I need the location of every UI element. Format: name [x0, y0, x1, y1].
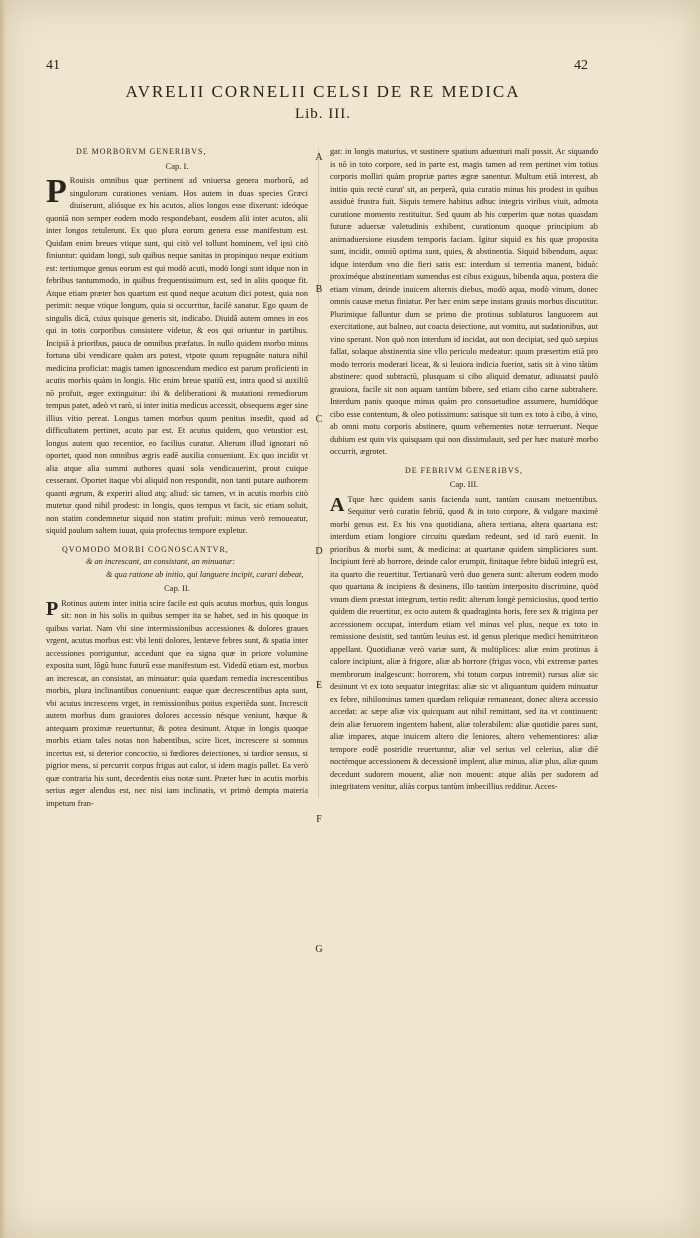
drop-cap-p: P [46, 173, 67, 210]
running-head: AVRELII CORNELII CELSI DE RE MEDICA [125, 82, 521, 101]
chapter-3-text [330, 494, 598, 794]
margin-marker-a: A [315, 152, 323, 163]
chapter-label-3: Cap. III. [449, 479, 479, 489]
folio-number-left: 41 [46, 58, 60, 73]
chapter-label-1: Cap. I. [165, 160, 189, 171]
chapter-2-continuation: gat: in longis maturius, vt sustinere spatium aduenturi mali possit. Ac siquando is nõ in toto corpore, sed in parte est, magis tamen ad rem pertinet vim totius corporis molliri quàm propriæ partes ægræ sanentur. Multum etiã interest, ab initio quis rectè curat' sit, an perperã, quia curatio minus his prodest in quibus assiduè frustra fuit. Siquis temere habitus adhuc integris viribus viuit, admota curatione momento restituitur. Sed quum ab his cœperim quæ notas quasdam futuræ aduersæ valetudinis exhibent, curationum quoque principium ab animaduersione eiusdem temporis faciam. Igitur siquid ex his quæ proposita sunt, incidit, omniũ optima sunt, quies, & abstinentia. Siquid bibendum, aqua: idque interdum vno die fieri satis est: interdum si terrentia manent, biduò: proximéque abstinentiam sumendus est cibus exiguus, bibenda aqua, postera die etiam vinum, deinde inuicem alternis diebus, modò aqua, modò vinum, donec omnis causæ metus finiatur. Per hæc enim sæpe instans grauis morbus discutitur. Plurimique falluntur dum se primo die protinus sublaturos languorem aut exercitatione, aut balneo, aut coacta deiectione, aut vomitu, aut sudationibus, aut vino sperant. Non quò non interdum id incidat, aut non decipiat, sed quò sæpius fallat, solaque abstinentia sine vllo periculo medeatur: quum præsertim etiã pro modo terroris moderari liceat, & si leuiora indicia fuerint, satis sit à vino tãtùm abstinere: quod subtractũ, plusquam si cibo aliquid dematur, adiuuatsi paulò grauiora, facile sit non aquam tantùm bibere, sed etiam cibo carne subtrahere. Interdum panis quoque minus quàm pro consuetudine assumere, humidóque cibo esse contentum, & oleo potissimum: satisque sit tum ex toto à cibo, à vino, ab omni motu corporis abstinere, quum vehementes notæ terruerunt. Neque dubium est quin vix quisquam qui non dissimulauit, sed per hæc maturè morbo occurrit, ægrotet. [330, 147, 599, 456]
chapter-1-body: Rouisis omnibus quæ pertinent ad vniuersa genera morborũ, ad singulorum curationes veniam. Hos autem in duas species Græci diuiserunt, aliósque ex his acutos, alios longos esse dixerunt: ideóque quoniã non semper eodem modo respondebant, eosdem alii inter acutos, alii inter longos retulerunt. Ex quo plura eorum genera esse manifestum est. Quidam enim breues vtique sunt, qui citò vel tollunt hominem, vel ipsi citò finiuntur: quidam longi, sub quibus neque sanitas in propinquo neque exitium est: tertiumque genus eorum est qui modò acuti, modò longi sunt idque non in febribus tantummodo, in quibus frequentissimum est, sed in aliis quoque fit. Atque etiam præter hos quartum est quod neque acutum dici potest, quia non perimit: neque vtique longum, quia si occurritur, facilè sanatur. Ego quum de singulis dicã, cuius quisque generis sit, indicabo. Diuidã autem omnes in eos qui in totis corporibus consistere videtur, & eos qui oriuntur in partibus. Incipiã à prioribus, pauca de omnibus præfatus. In nullo quidem morbo minus fortuna sibi vendicare quàm ars potest, vtpote quum repugnãte natura nihil medicina proficiat: magis tamen ignoscendum medico est parum proficienti in acutis morbis quàm in longis. Hic enim breue spatiũ est, intra quod si auxiliũ nõ profuit, æger extinguitur: ibi & deliberationi & mutationi remediorum tempus patet, adeò vt rarò, si inter initia medicus accessit, obsequens æger sine illius vitio pereat. Longus tamen morbus quum penitus insedit, quod ad difficultatem pertinet, acuto par est. Et acutus quidem, quo vetustior est, longus autem quo recentior, eo facilius curatur. Alterum illud ignorari nõ oportet, quod non omnibus ægris eadẽ auxilia conueniunt. Ex quo incidit vt alia atque alia summi authores quasi sola vendicauerint, prout cuique cesserant. Oportet itaque vbi aliquid non respondit, non tanti putare authorem quanti ægrum, & experiri aliud atq; aliud: sic tamen, vt in acutis morbis citò mutetur quod nihil prodest: in longis, quos tempus vt facit, sic etiam soluit, non statim condemnetur siquid non statim profuit: minus verò remoueatur, siquid paulum saltem iuuat, quia profectus tempore expletur. [46, 176, 308, 535]
chapter-2-body: Rotinus autem inter initia scire facile est quis acutus morbus, quis longus sit: non in his solis in quibus semper ita se habet, sed in his quoque in quibus variat. Nam vbi sine intermissionibus accessiones & dolores graues vrgent, acutus morbus est: vbi lenti dolores, lentæve febres sunt, & spatia inter accessiones porriguntur, accedunt que ea signa quæ in priore volumine exposita sunt, lõgũ hunc futurũ esse manifestum est. Videdũ etiam est, morbus an increscat, an consistat, an minuatur: quia quædam remedia increscentibus morbis, plura inclinantibus conueniunt: eaque quæ decrescentibus apta sunt, vbi acutus increscens vrget, in remissionibus potius experiẽda sunt. Increscit autem morbus dum grauiores dolores accessio nésque veniunt, hæque & antequam proximæ reuertuntur, & potea desinunt. Atque in longis quoque morbis etiam tales notas non habentibus, scire licet, increscere si somnus incertus est, si deterior concoctio, si fœdiores deiectiones, si tardior sensus, si pigrior mens, si percurrit corpus frigus aut calor, si idem magis pallet. Ea verò quæ contraria his sunt, decedentis eius notæ sunt. Præter hæc in acutis morbis serius æger alendus est, nec nisi iam inclinatis, vt primò dempta materia impetum fran- [46, 598, 308, 808]
page-edge-shadow [0, 0, 6, 1238]
chapter-3-body: Tque hæc quidem sanis facienda sunt, tantùm causam metuentibus. Sequitur verò curatio febriũ, quod & in toto corpore, & vulgare maximè morbi genus est. Ex his vna quotidiana, altera tertiana, altera quartana est: interdum etiam longiore circuitu quædam redeunt, sed id rarò euenit. In prioribus & morbi sunt, & medicina: at quartanæ quidem simpliciores sunt. Incipiunt ferè ab horrore, deinde calor erumpit, finitaque febre biduũ integrũ est, ita quarto die reuertitur. Tertianarũ verò duo genera sunt: alterum eodem modo quo quartana & incipiens & desinens, illo tantùm interposito discrimine, quòd vnum diem præstat integrum, tertio redit: alterum longè perniciosius, quod tertio quidem die reuertitur, ex octo autem & quadraginta horis, fere sex & triginta per accessionem occupat, interdum etiam vel minus vel plus, neque ex toto in remissione desistit, sed tantùm leuius est. id genus plerique medici hemitritæon appellant. Quotidianæ verò variæ sunt, & multiplices: aliæ enim protinus à calore incipiunt, aliæ à frigore, aliæ ab horrore (frigus voco, vbi extremæ partes membrorum inalgescunt: horrorem, vbi totum corpus intremit) rursus aliæ sic desinunt vt ex toto sequatur integritas: aliæ sic vt aliquantum quidem minuatur ex febre, nihilominus tamen quædam reliquiæ remaneant, donec altera accessio accedat: ac sæpe aliæ vix quicquam aut nihil remittant, sed ita vt continuent: dein aliæ feruorem ingentem habent, aliæ tolerabilem: aliæ quotidie pares sunt, aliæ impares, atque inuicem altero die leniores, altero vehementiores: aliæ tempore eodẽ postridie reuertuntur, aliæ vel serius vel celerius, aliæ diẽ noctémque accessionem & decessionẽ implent, aliæ minus, aliæ plus, aliæ quum decedunt sudorem mouent, aliæ non mouent: atque aliàs per sudorem ad integritatem venitur, aliàs corpus tantùm imbecillius redditur. Acces- [330, 494, 598, 791]
left-column [46, 146, 308, 810]
margin-marker-b: B [315, 284, 323, 295]
column-divider [318, 148, 319, 798]
book-label: Lib. III. [294, 106, 352, 122]
margin-marker-g: G [315, 944, 323, 955]
section-heading-morborum: DE MORBORVM GENERIBVS, [76, 147, 207, 156]
chapter-2-text [46, 598, 308, 811]
folio-number-right: 42 [574, 58, 588, 73]
section-subheading-2: & qua ratione ab initio, qui languere incipit, curari debeat, [106, 569, 304, 579]
drop-cap-a: A [330, 493, 345, 516]
right-column [330, 146, 598, 794]
margin-marker-f: F [316, 814, 322, 825]
drop-cap-p2: P [46, 597, 59, 620]
chapter-label-2: Cap. II. [164, 583, 190, 593]
margin-marker-e: E [315, 680, 323, 691]
section-heading-cognoscantur: QVOMODO MORBI COGNOSCANTVR, [62, 544, 229, 554]
margin-marker-c: C [315, 414, 323, 425]
section-subheading-1: & an increscant, an consistant, an minuatur: [86, 557, 236, 566]
margin-marker-d: D [315, 546, 323, 557]
chapter-1-text [46, 175, 308, 538]
section-heading-febrium: DE FEBRIVM GENERIBVS, [404, 465, 524, 475]
